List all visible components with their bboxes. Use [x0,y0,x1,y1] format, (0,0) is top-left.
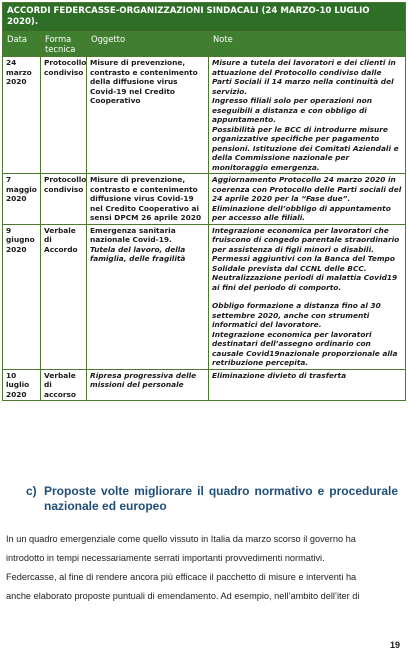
subject-line: Emergenza sanitaria nazionale Covid-19. [90,225,176,244]
cell-subject [87,224,209,369]
note-paragraph: Obbligo formazione a distanza fino al 30 settembre 2020, anche con strumenti informatici del lavoratore. [212,301,381,329]
cell-form: Verbale di Accordo [41,224,87,369]
cell-date: 7 maggio 2020 [3,174,41,225]
table-row [3,57,406,174]
table-row [3,369,406,401]
subject-line: Ripresa progressiva delle missioni del personale [90,370,197,389]
note-paragraph: Eliminazione dell’obbligo di appuntamento per accesso alle filiali. [212,203,391,222]
header-date: Data [3,32,41,57]
table-title: ACCORDI FEDERCASSE-ORGANIZZAZIONI SINDACALI (24 MARZO-10 LUGLIO 2020). [3,3,406,32]
cell-date: 10 luglio 2020 [3,369,41,401]
note-paragraph: Possibilità per le BCC di introdurre misure organizzative specifiche per pagamento pensioni. Istituzione dei Comitati Aziendali e della Commissione nazionale per monitoraggio emergenza. [212,124,399,172]
note-paragraph: Misure a tutela dei lavoratori e dei clienti in attuazione del Protocollo condiviso dalle Parti Sociali il 14 marzo nella continuità del servizio. [212,58,396,96]
note-paragraph: Ingresso filiali solo per operazioni non eseguibili a distanza e con obbligo di appuntamento. [212,96,372,124]
note-paragraph: Permessi aggiuntivi con la Banca del Tempo Solidale prevista dal CCNL delle BCC. [212,254,395,273]
table-row [3,174,406,225]
page-number: 19 [389,640,400,650]
cell-form: Protocollo condiviso [41,57,87,174]
cell-subject [87,174,209,225]
section-heading [26,484,398,514]
body-line: anche elaborato proposte puntuali di emendamento. Ad esempio, nell’ambito dell’iter di [6,591,360,601]
header-form: Forma tecnica [41,32,87,57]
body-line: In un quadro emergenziale come quello vissuto in Italia da marzo scorso il governo ha [6,534,356,544]
note-paragraph: Integrazione economica per lavoratori che fruiscono di congedo parentale straordinario per assistenza di figli minori o disabili. [212,225,400,254]
agreements-table [2,2,406,401]
body-paragraph [6,530,402,606]
note-paragraph: Neutralizzazione periodi di malattia Covid19 ai fini del periodo di comporto. [212,273,398,292]
subject-line: Tutela del lavoro, della famiglia, delle fragilità [90,244,186,263]
note-paragraph: Eliminazione divieto di trasferta [212,370,347,380]
table-row [3,224,406,369]
section-letter: c) [26,484,37,498]
header-subject: Oggetto [87,32,209,57]
note-paragraph: Integrazione economica per lavoratori destinatari dell’assegno ordinario con causale Covid19nazionale proporzionale alla retribuzione percepita. [212,329,398,367]
cell-notes [209,369,406,401]
cell-form: Protocollo condiviso [41,174,87,225]
subject-line: Misure di prevenzione, contrasto e contenimento diffusione virus Covid-19 nel Credito Cooperativo ai sensi DPCM 26 aprile 2020 [90,175,202,222]
cell-notes [209,57,406,174]
cell-subject [87,369,209,401]
note-paragraph: Aggiornamento Protocollo 24 marzo 2020 in coerenza con Protocollo delle Parti sociali del 24 aprile 2020 per la “Fase due”. [212,175,402,203]
agreements-table-container [2,2,406,442]
cell-form: Verbale di accorso [41,369,87,401]
cell-notes [209,224,406,369]
body-line: Federcasse, al fine di rendere ancora più efficace il pacchetto di misure e interventi ha [6,572,357,582]
body-line: introdotto in tempi necessariamente serrati importanti provvedimenti normativi. [6,553,325,563]
cell-subject [87,57,209,174]
header-notes: Note [209,32,406,57]
cell-date: 24 marzo 2020 [3,57,41,174]
cell-notes [209,174,406,225]
cell-date: 9 giugno 2020 [3,224,41,369]
section-heading-text: Proposte volte migliorare il quadro normativo e procedurale nazionale ed europeo [44,484,398,513]
subject-line: Misure di prevenzione, contrasto e contenimento della diffusione virus Covid-19 nel Credito Cooperativo [90,58,198,105]
